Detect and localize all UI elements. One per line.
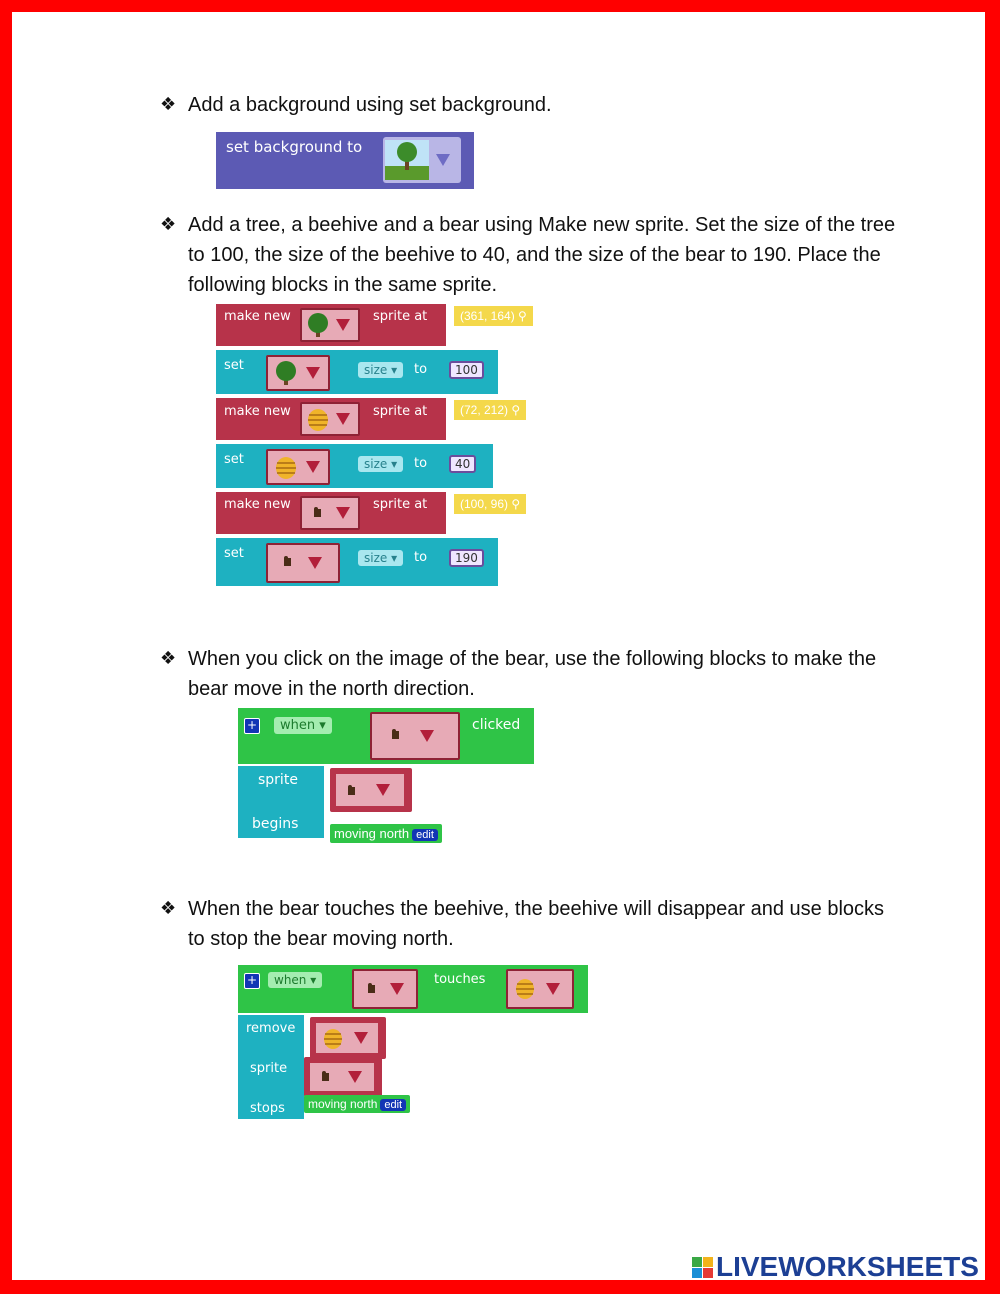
tree-icon <box>272 360 300 386</box>
chevron-down-icon: ▾ <box>306 973 317 987</box>
bear-icon <box>346 784 358 798</box>
size-value-beehive[interactable]: 40 <box>449 455 476 473</box>
size-value-bear[interactable]: 190 <box>449 549 484 567</box>
chevron-down-icon <box>348 1071 362 1083</box>
beehive-icon <box>306 406 330 432</box>
when-dropdown[interactable]: when ▾ <box>268 972 322 988</box>
sprite-dropdown-bear[interactable] <box>352 969 418 1009</box>
bullet-icon: ❖ <box>160 898 177 919</box>
set-background-block <box>216 132 474 189</box>
tree-landscape-icon <box>385 140 429 180</box>
location-pin-icon[interactable]: ⚲ <box>508 497 521 511</box>
location-pin-icon[interactable]: ⚲ <box>514 309 527 323</box>
bullet-icon: ❖ <box>160 94 177 115</box>
plus-icon[interactable]: + <box>244 718 260 734</box>
worksheet-page <box>12 12 985 1280</box>
chevron-down-icon <box>420 730 434 742</box>
when-dropdown[interactable]: when ▾ <box>274 717 332 734</box>
set-size-block-bear: set size ▾ to 190 <box>216 538 498 586</box>
sprite-dropdown-tree[interactable] <box>266 355 330 391</box>
moving-north-behavior[interactable]: moving north edit <box>304 1095 410 1113</box>
instruction-3: ❖ When you click on the image of the bear, use the following blocks to make the bear move in the north direction. <box>160 644 900 704</box>
logo-text: LIVEWORKSHEETS <box>716 1251 979 1280</box>
sprite-dropdown-beehive[interactable] <box>300 402 360 436</box>
sprite-dropdown-bear[interactable] <box>300 496 360 530</box>
sprite-dropdown-beehive[interactable] <box>266 449 330 485</box>
chevron-down-icon <box>354 1032 368 1044</box>
when-clicked-header: + when ▾ clicked <box>238 708 534 764</box>
chevron-down-icon <box>306 367 320 379</box>
make-new-sprite-block-bear: make new sprite at <box>216 492 446 534</box>
sprite-dropdown-bear[interactable] <box>370 712 460 760</box>
beehive-icon <box>514 976 536 1000</box>
size-value-tree[interactable]: 100 <box>449 361 484 379</box>
edit-button[interactable]: edit <box>380 1099 406 1111</box>
when-touches-block <box>238 965 598 1120</box>
make-new-sprite-block-beehive: make new sprite at <box>216 398 446 440</box>
property-dropdown[interactable]: size ▾ <box>358 550 403 566</box>
when-touches-header: + when ▾ touches <box>238 965 588 1013</box>
background-dropdown[interactable] <box>383 137 461 183</box>
tree-icon <box>304 312 332 338</box>
instruction-1: ❖ Add a background using set background. <box>160 90 900 120</box>
logo-badge-icon <box>692 1257 714 1279</box>
sprite-dropdown-bear[interactable] <box>266 543 340 583</box>
chevron-down-icon <box>306 461 320 473</box>
chevron-down-icon <box>336 319 350 331</box>
bear-icon <box>366 982 378 996</box>
make-new-sprite-block-tree: make new sprite at <box>216 304 446 346</box>
property-dropdown[interactable]: size ▾ <box>358 456 403 472</box>
chevron-down-icon <box>308 557 322 569</box>
chevron-down-icon <box>390 983 404 995</box>
instruction-4: ❖ When the bear touches the beehive, the beehive will disappear and use blocks to stop the bear moving north. <box>160 894 900 954</box>
sprite-block-stack <box>216 304 556 589</box>
chevron-down-icon: ▾ <box>387 551 398 565</box>
bear-icon <box>282 555 294 569</box>
chevron-down-icon: ▾ <box>387 363 398 377</box>
chevron-down-icon <box>436 154 450 166</box>
bullet-icon: ❖ <box>160 648 177 669</box>
beehive-icon <box>322 1026 344 1050</box>
property-dropdown[interactable]: size ▾ <box>358 362 403 378</box>
sprite-dropdown-beehive[interactable] <box>310 1017 386 1059</box>
sprite-begins-block: sprite begins <box>238 766 324 838</box>
set-size-block-tree: set size ▾ to 100 <box>216 350 498 394</box>
set-size-block-beehive: set size ▾ to 40 <box>216 444 493 488</box>
sprite-dropdown-bear[interactable] <box>304 1057 382 1097</box>
instruction-2: ❖ Add a tree, a beehive and a bear using Make new sprite. Set the size of the tree to 100, the size of the beehive to 40, and the size of the bear to 190. Place the following blocks in the same sprite. <box>160 210 900 300</box>
bear-icon <box>312 506 324 520</box>
plus-icon[interactable]: + <box>244 973 260 989</box>
chevron-down-icon <box>376 784 390 796</box>
beehive-icon <box>274 454 298 480</box>
bear-icon <box>390 728 402 742</box>
bear-icon <box>320 1070 332 1084</box>
chevron-down-icon <box>546 983 560 995</box>
coordinates-value-bear[interactable]: (100, 96) ⚲ <box>454 494 526 514</box>
remove-sprite-stops-block: remove sprite stops <box>238 1015 304 1119</box>
sprite-dropdown-tree[interactable] <box>300 308 360 342</box>
chevron-down-icon <box>336 507 350 519</box>
chevron-down-icon: ▾ <box>387 457 398 471</box>
when-clicked-block <box>238 708 538 843</box>
set-background-label: set background to <box>226 138 363 156</box>
coordinates-value-beehive[interactable]: (72, 212) ⚲ <box>454 400 526 420</box>
sprite-dropdown-beehive[interactable] <box>506 969 574 1009</box>
sprite-dropdown-bear[interactable] <box>330 768 412 812</box>
edit-button[interactable]: edit <box>412 829 438 841</box>
chevron-down-icon <box>336 413 350 425</box>
coordinates-value-tree[interactable]: (361, 164) ⚲ <box>454 306 533 326</box>
chevron-down-icon: ▾ <box>315 718 326 733</box>
location-pin-icon[interactable]: ⚲ <box>508 403 521 417</box>
bullet-icon: ❖ <box>160 214 177 235</box>
moving-north-behavior[interactable]: moving north edit <box>330 824 442 843</box>
